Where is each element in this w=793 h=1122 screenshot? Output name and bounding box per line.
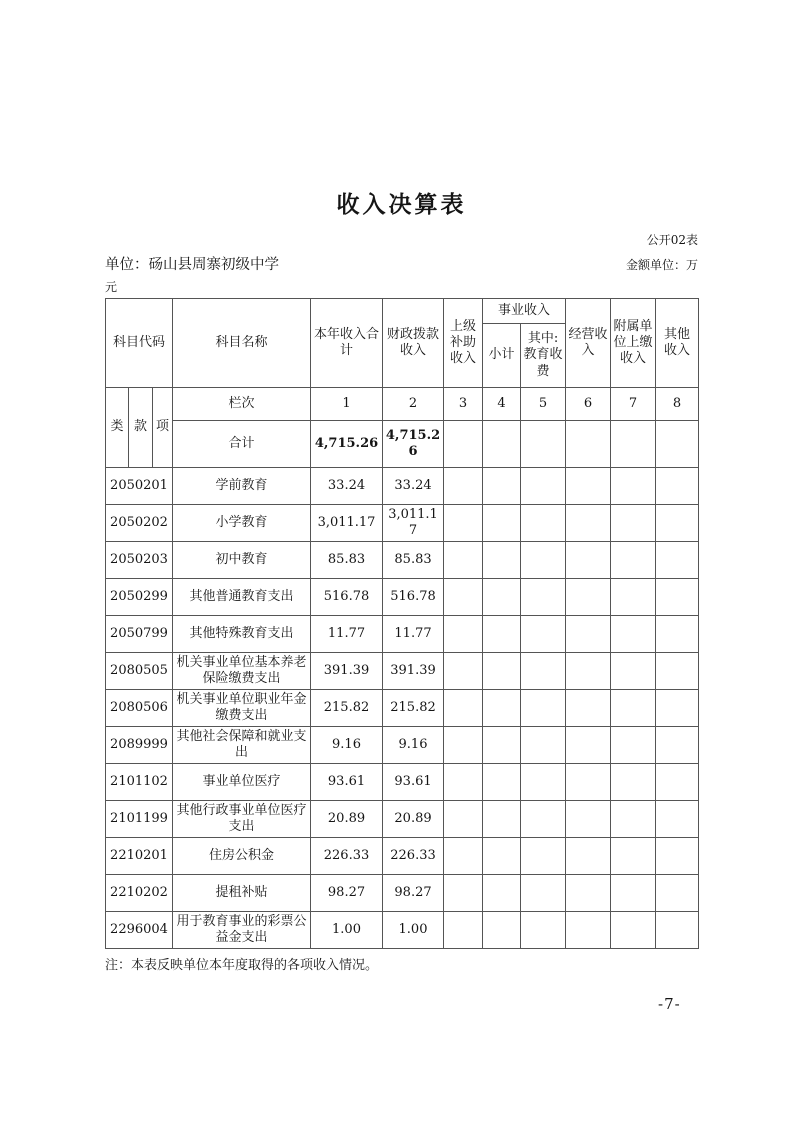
annual-total-cell: 1.00 <box>311 912 383 949</box>
fiscal-grant-cell: 9.16 <box>383 727 444 764</box>
empty-cell <box>566 875 611 912</box>
empty-cell <box>483 764 521 801</box>
total-fiscal-grant: 4,715.26 <box>383 421 444 468</box>
page-number: -7- <box>658 995 681 1013</box>
empty-cell <box>566 542 611 579</box>
subject-name-cell: 提租补贴 <box>173 875 311 912</box>
fiscal-grant-cell: 391.39 <box>383 653 444 690</box>
empty-cell <box>444 653 483 690</box>
empty-cell <box>444 838 483 875</box>
subject-name-cell: 机关事业单位基本养老保险缴费支出 <box>173 653 311 690</box>
header-annual-total: 本年收入合计 <box>311 299 383 388</box>
column-number-6: 6 <box>566 388 611 421</box>
annual-total-cell: 11.77 <box>311 616 383 653</box>
empty-cell <box>444 542 483 579</box>
empty-cell <box>483 838 521 875</box>
empty-cell <box>521 764 566 801</box>
empty-cell <box>483 505 521 542</box>
empty-cell <box>483 616 521 653</box>
annual-total-cell: 20.89 <box>311 801 383 838</box>
annual-total-cell: 215.82 <box>311 690 383 727</box>
empty-cell <box>444 616 483 653</box>
table-row <box>106 764 699 801</box>
empty-cell <box>483 801 521 838</box>
table-row <box>106 912 699 949</box>
subject-code-cell: 2050799 <box>106 616 173 653</box>
column-number-5: 5 <box>521 388 566 421</box>
empty-cell <box>656 468 699 505</box>
fiscal-grant-cell: 20.89 <box>383 801 444 838</box>
annual-total-cell: 33.24 <box>311 468 383 505</box>
subject-name-cell: 其他行政事业单位医疗支出 <box>173 801 311 838</box>
empty-cell <box>521 875 566 912</box>
fiscal-grant-cell: 11.77 <box>383 616 444 653</box>
header-subtotal: 小计 <box>483 324 521 388</box>
table-row <box>106 653 699 690</box>
empty-cell <box>656 653 699 690</box>
annual-total-cell: 93.61 <box>311 764 383 801</box>
unit-name-label: 单位：砀山县周寨初级中学 <box>105 257 279 273</box>
table-row <box>106 838 699 875</box>
annual-total-cell: 516.78 <box>311 579 383 616</box>
column-number-1: 1 <box>311 388 383 421</box>
empty-cell <box>566 579 611 616</box>
subject-name-cell: 机关事业单位职业年金缴费支出 <box>173 690 311 727</box>
empty-cell <box>521 912 566 949</box>
empty-cell <box>611 912 656 949</box>
subject-code-cell: 2210202 <box>106 875 173 912</box>
subject-code-cell: 2296004 <box>106 912 173 949</box>
header-class: 类 <box>106 388 129 468</box>
subject-name-cell: 事业单位医疗 <box>173 764 311 801</box>
empty-cell <box>444 690 483 727</box>
subject-code-cell: 2050201 <box>106 468 173 505</box>
empty-cell <box>611 727 656 764</box>
empty-cell <box>444 579 483 616</box>
header-other-income: 其他收入 <box>656 299 699 388</box>
subject-name-cell: 其他特殊教育支出 <box>173 616 311 653</box>
header-section: 款 <box>129 388 153 468</box>
empty-cell <box>521 505 566 542</box>
empty-cell <box>656 875 699 912</box>
subject-code-cell: 2080506 <box>106 690 173 727</box>
empty-cell <box>611 764 656 801</box>
empty-cell <box>656 801 699 838</box>
empty-cell <box>444 801 483 838</box>
fiscal-grant-cell: 516.78 <box>383 579 444 616</box>
page-content <box>105 0 698 973</box>
empty-cell <box>444 468 483 505</box>
subject-name-cell: 学前教育 <box>173 468 311 505</box>
fiscal-grant-cell: 215.82 <box>383 690 444 727</box>
empty-cell <box>566 764 611 801</box>
empty-cell <box>521 468 566 505</box>
empty-cell <box>656 542 699 579</box>
empty-cell <box>611 653 656 690</box>
header-superior-subsidy: 上级补助收入 <box>444 299 483 388</box>
empty-cell <box>566 653 611 690</box>
empty-cell <box>656 421 699 468</box>
subject-code-cell: 2080505 <box>106 653 173 690</box>
empty-cell <box>444 875 483 912</box>
empty-cell <box>656 912 699 949</box>
annual-total-cell: 3,011.17 <box>311 505 383 542</box>
empty-cell <box>483 468 521 505</box>
empty-cell <box>656 838 699 875</box>
income-statement-table <box>105 298 699 949</box>
empty-cell <box>483 542 521 579</box>
empty-cell <box>444 421 483 468</box>
table-row <box>106 690 699 727</box>
empty-cell <box>444 505 483 542</box>
header-affiliated-remit: 附属单位上缴收入 <box>611 299 656 388</box>
column-number-4: 4 <box>483 388 521 421</box>
column-index-label: 栏次 <box>173 388 311 421</box>
subject-code-cell: 2050203 <box>106 542 173 579</box>
total-row-label: 合计 <box>173 421 311 468</box>
empty-cell <box>566 468 611 505</box>
table-row <box>106 801 699 838</box>
empty-cell <box>521 690 566 727</box>
fiscal-grant-cell: 226.33 <box>383 838 444 875</box>
header-operating-income: 经营收入 <box>566 299 611 388</box>
empty-cell <box>611 468 656 505</box>
fiscal-grant-cell: 33.24 <box>383 468 444 505</box>
table-row <box>106 468 699 505</box>
empty-cell <box>566 505 611 542</box>
empty-cell <box>611 616 656 653</box>
amount-unit-label: 金额单位：万 <box>625 258 698 272</box>
subject-name-cell: 其他普通教育支出 <box>173 579 311 616</box>
empty-cell <box>566 912 611 949</box>
fiscal-grant-cell: 98.27 <box>383 875 444 912</box>
empty-cell <box>656 579 699 616</box>
fiscal-grant-cell: 85.83 <box>383 542 444 579</box>
header-subject-code: 科目代码 <box>106 299 173 388</box>
empty-cell <box>521 801 566 838</box>
header-fiscal-grant: 财政拨款收入 <box>383 299 444 388</box>
empty-cell <box>566 690 611 727</box>
empty-cell <box>566 801 611 838</box>
column-number-7: 7 <box>611 388 656 421</box>
empty-cell <box>483 727 521 764</box>
empty-cell <box>656 690 699 727</box>
subject-code-cell: 2101199 <box>106 801 173 838</box>
subject-code-cell: 2050299 <box>106 579 173 616</box>
subject-code-cell: 2210201 <box>106 838 173 875</box>
subject-code-cell: 2089999 <box>106 727 173 764</box>
subject-name-cell: 其他社会保障和就业支出 <box>173 727 311 764</box>
header-row-top <box>106 299 699 324</box>
table-row <box>106 542 699 579</box>
empty-cell <box>611 838 656 875</box>
empty-cell <box>521 616 566 653</box>
empty-cell <box>521 653 566 690</box>
subject-name-cell: 初中教育 <box>173 542 311 579</box>
empty-cell <box>483 579 521 616</box>
total-row <box>106 421 699 468</box>
header-education-fee: 其中:教育收费 <box>521 324 566 388</box>
subject-name-cell: 小学教育 <box>173 505 311 542</box>
header-subject-name: 科目名称 <box>173 299 311 388</box>
empty-cell <box>483 653 521 690</box>
fiscal-grant-cell: 3,011.17 <box>383 505 444 542</box>
amount-unit-overflow: 元 <box>105 280 118 294</box>
table-row <box>106 579 699 616</box>
empty-cell <box>521 838 566 875</box>
annual-total-cell: 98.27 <box>311 875 383 912</box>
table-row <box>106 505 699 542</box>
empty-cell <box>566 838 611 875</box>
empty-cell <box>483 421 521 468</box>
unit-row <box>105 253 698 274</box>
empty-cell <box>566 616 611 653</box>
empty-cell <box>444 727 483 764</box>
empty-cell <box>521 542 566 579</box>
page-title: 收入决算表 <box>336 191 467 218</box>
empty-cell <box>611 542 656 579</box>
annual-total-cell: 9.16 <box>311 727 383 764</box>
column-number-2: 2 <box>383 388 444 421</box>
empty-cell <box>611 690 656 727</box>
subject-name-cell: 住房公积金 <box>173 838 311 875</box>
empty-cell <box>483 875 521 912</box>
table-row <box>106 727 699 764</box>
empty-cell <box>483 912 521 949</box>
column-number-8: 8 <box>656 388 699 421</box>
empty-cell <box>444 912 483 949</box>
subject-code-cell: 2101102 <box>106 764 173 801</box>
empty-cell <box>566 421 611 468</box>
empty-cell <box>483 690 521 727</box>
form-code-label: 公开02表 <box>646 233 698 247</box>
empty-cell <box>656 764 699 801</box>
subject-name-cell: 用于教育事业的彩票公益金支出 <box>173 912 311 949</box>
column-index-row <box>106 388 699 421</box>
fiscal-grant-cell: 1.00 <box>383 912 444 949</box>
table-row <box>106 875 699 912</box>
empty-cell <box>444 764 483 801</box>
empty-cell <box>611 579 656 616</box>
empty-cell <box>521 421 566 468</box>
empty-cell <box>521 579 566 616</box>
header-item: 项 <box>153 388 173 468</box>
empty-cell <box>656 505 699 542</box>
empty-cell <box>521 727 566 764</box>
table-note: 注：本表反映单位本年度取得的各项收入情况。 <box>105 958 379 973</box>
annual-total-cell: 85.83 <box>311 542 383 579</box>
empty-cell <box>656 616 699 653</box>
annual-total-cell: 226.33 <box>311 838 383 875</box>
empty-cell <box>611 801 656 838</box>
total-annual-total: 4,715.26 <box>311 421 383 468</box>
fiscal-grant-cell: 93.61 <box>383 764 444 801</box>
empty-cell <box>566 727 611 764</box>
empty-cell <box>611 505 656 542</box>
column-number-3: 3 <box>444 388 483 421</box>
empty-cell <box>656 727 699 764</box>
annual-total-cell: 391.39 <box>311 653 383 690</box>
subject-code-cell: 2050202 <box>106 505 173 542</box>
header-business-income: 事业收入 <box>483 299 566 324</box>
empty-cell <box>611 875 656 912</box>
empty-cell <box>611 421 656 468</box>
table-row <box>106 616 699 653</box>
